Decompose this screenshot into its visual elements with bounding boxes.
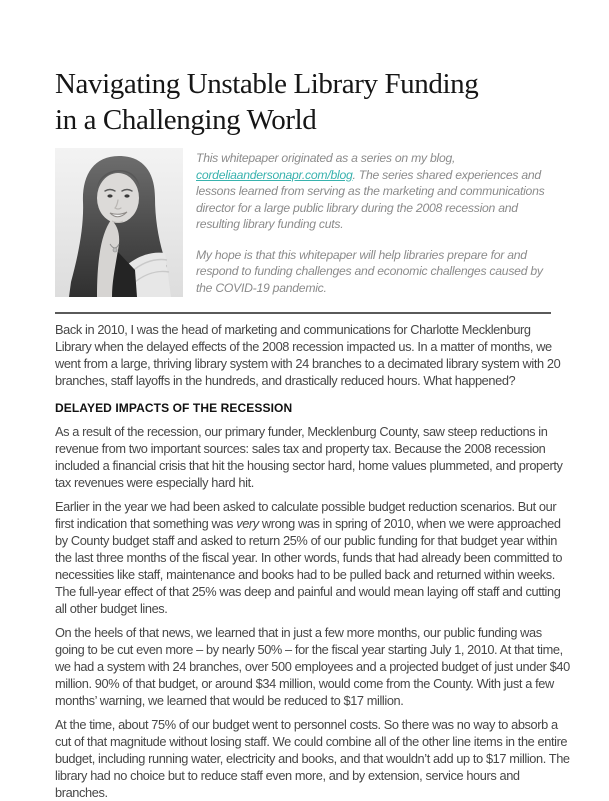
intro-section bbox=[55, 148, 570, 297]
author-portrait-illustration bbox=[55, 148, 183, 297]
body-paragraph-2: As a result of the recession, our primary funder, Mecklenburg County, saw steep reductions in revenue from two important sources: sales tax and property tax. Because the 2008 recession included a financial crisis that hit the housing sector hard, home values plummeted, and property tax revenues were especially hard hit. bbox=[55, 424, 563, 490]
body-paragraph-1: Back in 2010, I was the head of marketing and communications for Charlotte Mecklenburg Library when the delayed effects of the 2008 recession impacted us. In a matter of months, we went from a large, thriving library system with 24 branches to a decimated library system with 20 branches, staff layoffs in the hundreds, and drastically reduced hours. What happened? bbox=[55, 322, 561, 388]
page-title bbox=[55, 66, 570, 138]
body-p3-before: Earlier in the year we had been asked to calculate possible budget reduction scenarios. But our first indication that something was bbox=[55, 499, 557, 531]
body-p3-after: wrong was in spring of 2010, when we were approached by County budget staff and asked to return 25% of our public funding for that budget year within the last three months of the fiscal year. In other words, funds that had already been committed to necessities like staff, maintenance and books had to be pulled back and returned within weeks. The full-year effect of that 25% was deep and painful and would mean laying off staff and cutting all other budget lines. bbox=[55, 516, 563, 616]
intro-text-block bbox=[196, 148, 558, 296]
article-body bbox=[55, 321, 570, 801]
intro-p1-after: . The series shared experiences and lessons learned from serving as the marketing and communications director for a large public library during the 2008 recession and resulting library funding cuts. bbox=[196, 167, 545, 231]
body-paragraph-5: At the time, about 75% of our budget went to personnel costs. So there was no way to absorb a cut of that magnitude without losing staff. We could combine all of the other line items in the entire budget, including running water, electricity and books, and that wouldn’t add up to $17 million. The library had no choice but to reduce staff even more, and by extension, service hours and branches. bbox=[55, 717, 570, 800]
body-paragraph-3 bbox=[55, 498, 570, 617]
page-title-line-2: in a Challenging World bbox=[55, 104, 317, 136]
section-divider bbox=[55, 312, 551, 314]
blog-link[interactable]: cordeliaandersonapr.com/blog bbox=[196, 167, 353, 182]
page-title-line-1: Navigating Unstable Library Funding bbox=[55, 68, 479, 100]
section-heading-delayed-impacts: DELAYED IMPACTS OF THE RECESSION bbox=[55, 401, 293, 415]
intro-p1-before: This whitepaper originated as a series on my blog, bbox=[196, 151, 456, 165]
intro-paragraph-2: My hope is that this whitepaper will help libraries prepare for and respond to funding challenges and economic challenges caused by the COVID-19 pandemic. bbox=[196, 247, 543, 295]
body-paragraph-4: On the heels of that news, we learned that in just a few more months, our public funding was going to be cut even more – by nearly 50% – for the fiscal year starting July 1, 2010. At that time, we had a system with 24 branches, over 500 employees and a projected budget of just under $40 million. 90% of that budget, or around $34 million, would come from the County. With just a few months’ warning, we learned that would be reduced to $17 million. bbox=[55, 625, 570, 708]
author-photo bbox=[55, 148, 183, 297]
intro-paragraph-1 bbox=[196, 150, 558, 233]
body-p3-emphasis: very bbox=[236, 516, 259, 531]
